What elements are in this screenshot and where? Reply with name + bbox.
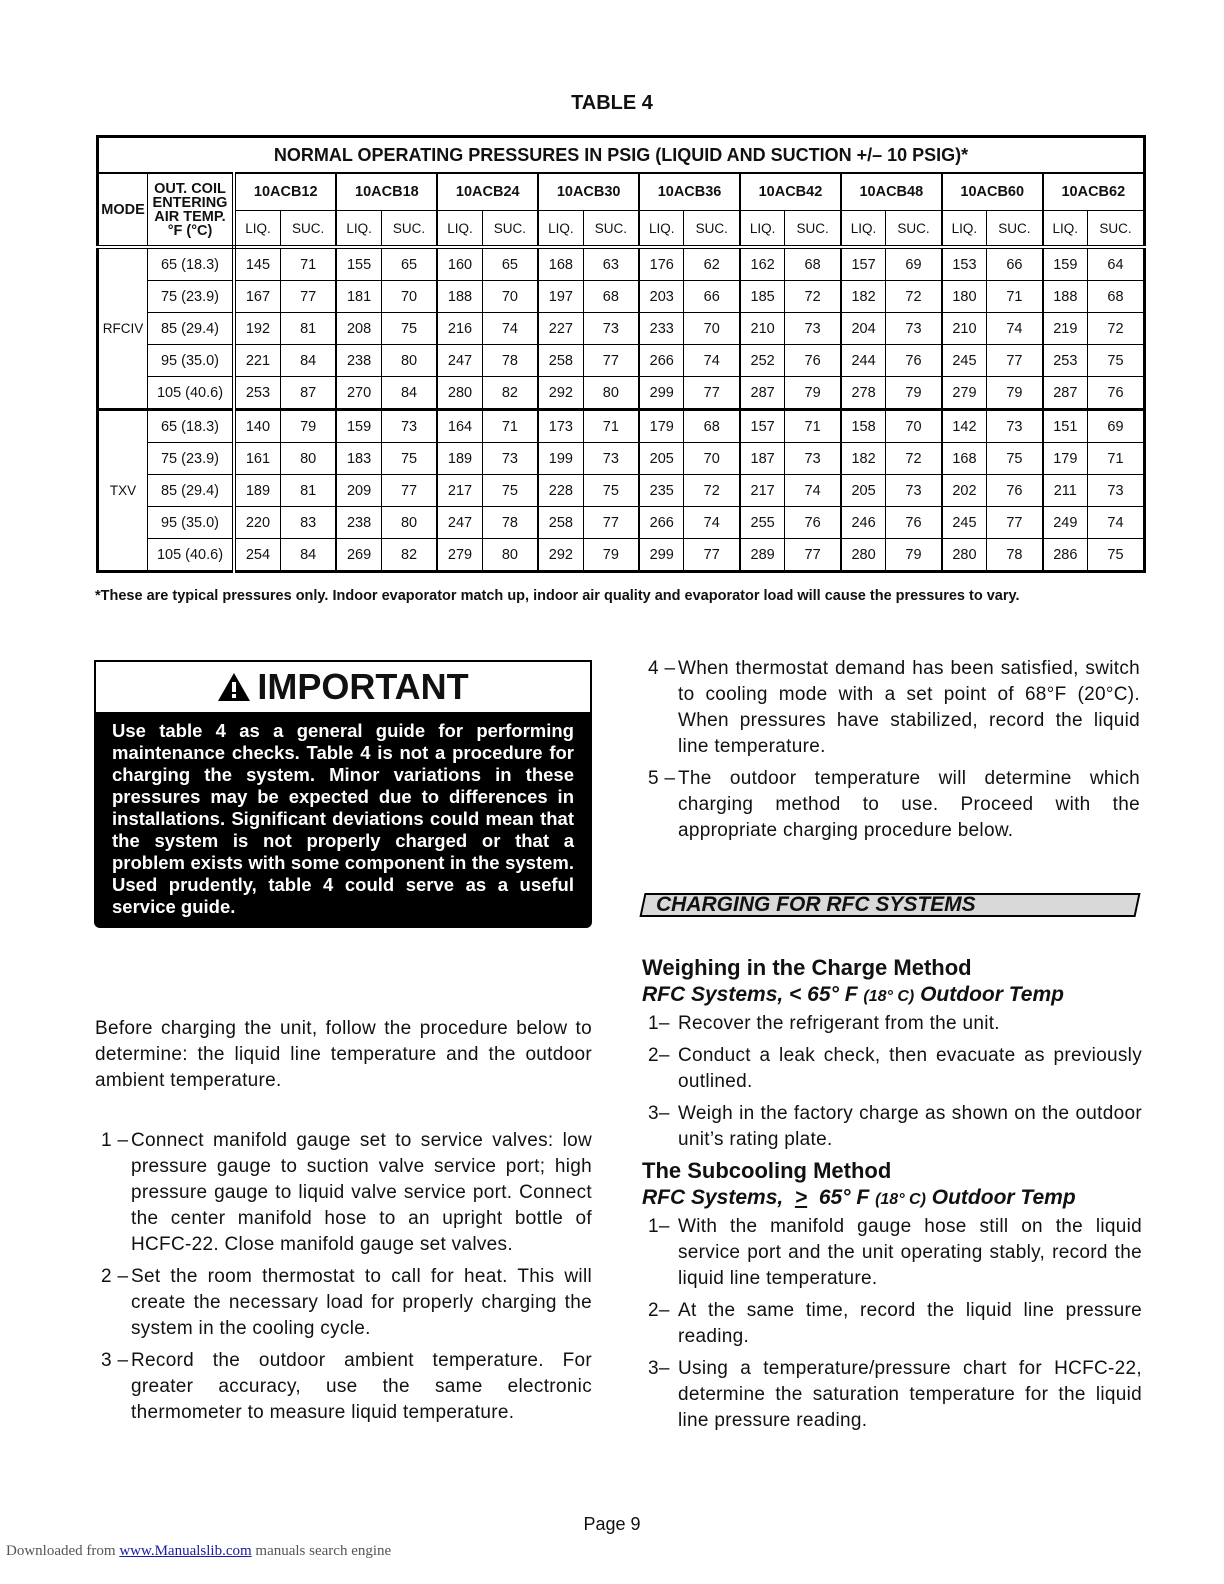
step-number: 1 –	[101, 1130, 129, 1151]
suction-value: 75	[381, 443, 437, 475]
suction-value: 74	[987, 313, 1043, 345]
liquid-value: 279	[942, 377, 987, 410]
liquid-value: 220	[234, 507, 280, 539]
suction-value: 70	[381, 281, 437, 313]
temp-header	[148, 173, 235, 247]
liquid-value: 280	[841, 539, 886, 572]
suction-value: 75	[987, 443, 1043, 475]
liquid-value: 280	[942, 539, 987, 572]
model-header: 10ACB18	[336, 173, 437, 211]
liq-header: LIQ.	[1043, 211, 1088, 248]
suction-value: 68	[785, 247, 841, 281]
step-number: 2–	[648, 1045, 670, 1066]
step-number: 3–	[648, 1358, 670, 1379]
liquid-value: 202	[942, 475, 987, 507]
table-row	[98, 377, 1145, 410]
temp-cell: 95 (35.0)	[148, 507, 235, 539]
list-item	[95, 1128, 592, 1258]
suction-value: 82	[381, 539, 437, 572]
suction-value: 73	[1087, 475, 1144, 507]
step-number: 4 –	[648, 658, 676, 679]
liq-header: LIQ.	[942, 211, 987, 248]
liquid-value: 233	[639, 313, 684, 345]
liquid-value: 244	[841, 345, 886, 377]
liquid-value: 188	[437, 281, 482, 313]
liquid-value: 140	[234, 410, 280, 443]
step-number: 2–	[648, 1300, 670, 1321]
table-footnote: *These are typical pressures only. Indoor evaporator match up, indoor air quality and evaporator load will cause the pressures to vary.	[95, 588, 1020, 604]
pressure-table	[96, 135, 1146, 573]
suction-value: 73	[886, 475, 942, 507]
suction-value: 76	[785, 507, 841, 539]
suction-value: 77	[684, 377, 740, 410]
suction-value: 70	[886, 410, 942, 443]
liquid-value: 199	[538, 443, 583, 475]
liquid-value: 157	[740, 410, 785, 443]
step-number: 1–	[648, 1013, 670, 1034]
liquid-value: 254	[234, 539, 280, 572]
suction-value: 73	[583, 443, 639, 475]
weighing-title: Weighing in the Charge Method	[642, 955, 972, 980]
suction-value: 76	[886, 345, 942, 377]
liquid-value: 258	[538, 345, 583, 377]
liquid-value: 160	[437, 247, 482, 281]
liquid-value: 210	[740, 313, 785, 345]
suction-value: 80	[280, 443, 336, 475]
suction-value: 72	[886, 443, 942, 475]
liquid-value: 211	[1043, 475, 1088, 507]
list-item	[642, 656, 1140, 760]
suction-value: 64	[1087, 247, 1144, 281]
liquid-value: 299	[639, 377, 684, 410]
suction-value: 77	[583, 345, 639, 377]
liquid-value: 157	[841, 247, 886, 281]
table-row	[98, 507, 1145, 539]
step-text: When thermostat demand has been satisfied, switch to cooling mode with a set point of 68°F (20°C). When pressures have stabilized, record the liquid line temperature.	[678, 658, 1140, 757]
liquid-value: 153	[942, 247, 987, 281]
suction-value: 80	[583, 377, 639, 410]
liquid-value: 278	[841, 377, 886, 410]
liquid-value: 187	[740, 443, 785, 475]
temp-header-line: AIR TEMP.	[154, 208, 226, 225]
step-number: 5 –	[648, 768, 676, 789]
liquid-value: 287	[740, 377, 785, 410]
procedure-steps-right	[642, 656, 1140, 850]
temp-cell: 65 (18.3)	[148, 247, 235, 281]
suction-value: 80	[482, 539, 538, 572]
liquid-value: 142	[942, 410, 987, 443]
suction-value: 77	[987, 345, 1043, 377]
suc-header: SUC.	[280, 211, 336, 248]
suction-value: 77	[785, 539, 841, 572]
liquid-value: 227	[538, 313, 583, 345]
suction-value: 72	[684, 475, 740, 507]
suction-value: 77	[987, 507, 1043, 539]
suction-value: 80	[381, 507, 437, 539]
subcooling-steps	[642, 1214, 1142, 1434]
suction-value: 73	[785, 313, 841, 345]
list-item	[642, 1298, 1142, 1350]
suc-header: SUC.	[987, 211, 1043, 248]
weighing-steps	[642, 1011, 1142, 1153]
liquid-value: 258	[538, 507, 583, 539]
suction-value: 79	[886, 539, 942, 572]
suc-header: SUC.	[684, 211, 740, 248]
liquid-value: 209	[336, 475, 381, 507]
liquid-value: 192	[234, 313, 280, 345]
temp-cell: 95 (35.0)	[148, 345, 235, 377]
table-row	[98, 410, 1145, 443]
suction-value: 72	[886, 281, 942, 313]
model-header: 10ACB42	[740, 173, 841, 211]
suction-value: 73	[381, 410, 437, 443]
weighing-subtitle: RFC Systems, < 65° F (18° C) Outdoor Temp	[642, 983, 1064, 1006]
suction-value: 75	[482, 475, 538, 507]
liquid-value: 164	[437, 410, 482, 443]
liquid-value: 181	[336, 281, 381, 313]
suction-value: 63	[583, 247, 639, 281]
liquid-value: 204	[841, 313, 886, 345]
suction-value: 77	[583, 507, 639, 539]
liquid-value: 168	[942, 443, 987, 475]
suction-value: 76	[886, 507, 942, 539]
suction-value: 81	[280, 313, 336, 345]
suction-value: 71	[280, 247, 336, 281]
procedure-steps-left	[95, 1128, 592, 1432]
suction-value: 76	[987, 475, 1043, 507]
suction-value: 79	[785, 377, 841, 410]
suction-value: 66	[684, 281, 740, 313]
liq-header: LIQ.	[740, 211, 785, 248]
subcooling-title: The Subcooling Method	[642, 1158, 892, 1183]
liquid-value: 246	[841, 507, 886, 539]
suction-value: 62	[684, 247, 740, 281]
liquid-value: 299	[639, 539, 684, 572]
liquid-value: 287	[1043, 377, 1088, 410]
liquid-value: 161	[234, 443, 280, 475]
table-row	[98, 443, 1145, 475]
liquid-value: 286	[1043, 539, 1088, 572]
liq-header: LIQ.	[841, 211, 886, 248]
suction-value: 70	[482, 281, 538, 313]
suction-value: 73	[482, 443, 538, 475]
suction-value: 76	[785, 345, 841, 377]
suction-value: 74	[1087, 507, 1144, 539]
model-header: 10ACB60	[942, 173, 1043, 211]
table-row	[98, 313, 1145, 345]
suction-value: 70	[684, 313, 740, 345]
liquid-value: 247	[437, 507, 482, 539]
suction-value: 74	[684, 345, 740, 377]
list-item	[95, 1348, 592, 1426]
suction-value: 71	[987, 281, 1043, 313]
temp-cell: 105 (40.6)	[148, 377, 235, 410]
suction-value: 73	[785, 443, 841, 475]
suction-value: 75	[583, 475, 639, 507]
liq-header: LIQ.	[639, 211, 684, 248]
liquid-value: 266	[639, 507, 684, 539]
step-number: 3–	[648, 1103, 670, 1124]
suction-value: 75	[1087, 539, 1144, 572]
liquid-value: 182	[841, 281, 886, 313]
liquid-value: 168	[538, 247, 583, 281]
liquid-value: 162	[740, 247, 785, 281]
suc-header: SUC.	[482, 211, 538, 248]
suction-value: 79	[987, 377, 1043, 410]
liquid-value: 253	[234, 377, 280, 410]
download-credit: Downloaded from www.Manualslib.com manuals search engine	[6, 1543, 392, 1559]
suction-value: 69	[886, 247, 942, 281]
subcooling-subtitle: RFC Systems, > 65° F (18° C) Outdoor Temp	[642, 1186, 1076, 1209]
liquid-value: 269	[336, 539, 381, 572]
liquid-value: 253	[1043, 345, 1088, 377]
suc-header: SUC.	[381, 211, 437, 248]
temp-cell: 105 (40.6)	[148, 539, 235, 572]
suction-value: 69	[1087, 410, 1144, 443]
suc-header: SUC.	[583, 211, 639, 248]
step-number: 3 –	[101, 1350, 129, 1371]
suction-value: 71	[482, 410, 538, 443]
step-number: 2 –	[101, 1266, 129, 1287]
list-item	[642, 1356, 1142, 1434]
suction-value: 83	[280, 507, 336, 539]
liquid-value: 210	[942, 313, 987, 345]
step-text: Using a temperature/pressure chart for HCFC-22, determine the saturation temperature for the liquid line pressure reading.	[678, 1358, 1142, 1431]
suction-value: 73	[987, 410, 1043, 443]
table-caption: TABLE 4	[571, 92, 653, 114]
liq-header: LIQ.	[336, 211, 381, 248]
model-header: 10ACB12	[234, 173, 336, 211]
section-title: CHARGING FOR RFC SYSTEMS	[656, 893, 976, 916]
liquid-value: 255	[740, 507, 785, 539]
model-header: 10ACB36	[639, 173, 740, 211]
list-item	[642, 1043, 1142, 1095]
suction-value: 74	[684, 507, 740, 539]
liquid-value: 208	[336, 313, 381, 345]
liquid-value: 179	[639, 410, 684, 443]
suction-value: 72	[785, 281, 841, 313]
suction-value: 75	[1087, 345, 1144, 377]
suction-value: 68	[1087, 281, 1144, 313]
model-header: 10ACB62	[1043, 173, 1145, 211]
liq-header: LIQ.	[234, 211, 280, 248]
liquid-value: 216	[437, 313, 482, 345]
liquid-value: 221	[234, 345, 280, 377]
suction-value: 74	[482, 313, 538, 345]
liquid-value: 176	[639, 247, 684, 281]
table-title: NORMAL OPERATING PRESSURES IN PSIG (LIQUID AND SUCTION +/– 10 PSIG)*	[98, 137, 1145, 174]
step-text: Recover the refrigerant from the unit.	[678, 1013, 1000, 1034]
temp-cell: 65 (18.3)	[148, 410, 235, 443]
list-item	[95, 1264, 592, 1342]
step-text: Connect manifold gauge set to service valves: low pressure gauge to suction valve service port; high pressure gauge to liquid valve service port. Connect the center manifold hose to an upright bottle of HCFC-22. Close manifold gauge set valves.	[131, 1130, 592, 1255]
table-row	[98, 281, 1145, 313]
suction-value: 71	[785, 410, 841, 443]
liquid-value: 197	[538, 281, 583, 313]
liquid-value: 167	[234, 281, 280, 313]
subcooling-section	[642, 1158, 1142, 1440]
mode-header: MODE	[98, 173, 148, 247]
page-number: Page 9	[583, 1514, 641, 1534]
liquid-value: 205	[639, 443, 684, 475]
step-number: 1–	[648, 1216, 670, 1237]
liq-header: LIQ.	[538, 211, 583, 248]
temp-cell: 75 (23.9)	[148, 443, 235, 475]
step-text: At the same time, record the liquid line pressure reading.	[678, 1300, 1142, 1347]
step-text: Record the outdoor ambient temperature. For greater accuracy, use the same electronic thermometer to measure liquid temperature.	[131, 1350, 592, 1423]
liquid-value: 180	[942, 281, 987, 313]
weighing-section	[642, 955, 1142, 1159]
temp-header-line: °F (°C)	[167, 222, 213, 239]
suction-value: 68	[684, 410, 740, 443]
suction-value: 84	[280, 345, 336, 377]
mode-cell: TXV	[98, 410, 148, 572]
liquid-value: 155	[336, 247, 381, 281]
step-text: The outdoor temperature will determine which charging method to use. Proceed with the appropriate charging procedure below.	[678, 768, 1140, 841]
important-body: Use table 4 as a general guide for performing maintenance checks. Table 4 is not a procedure for charging the system. Minor variations in these pressures may be expected due to differences in installations. Significant deviations could mean that the system is not properly charged or that a problem exists with some component in the system. Used prudently, table 4 could serve as a useful service guide.	[94, 712, 592, 928]
suction-value: 70	[684, 443, 740, 475]
liquid-value: 292	[538, 539, 583, 572]
suction-value: 65	[482, 247, 538, 281]
list-item	[642, 1011, 1142, 1037]
suction-value: 73	[886, 313, 942, 345]
liquid-value: 158	[841, 410, 886, 443]
suction-value: 77	[684, 539, 740, 572]
liquid-value: 159	[336, 410, 381, 443]
manualslib-link[interactable]: www.Manualslib.com	[119, 1543, 252, 1559]
liquid-value: 266	[639, 345, 684, 377]
liquid-value: 249	[1043, 507, 1088, 539]
important-notice	[94, 660, 592, 930]
liquid-value: 189	[234, 475, 280, 507]
liquid-value: 245	[942, 507, 987, 539]
liquid-value: 188	[1043, 281, 1088, 313]
temp-header-line: ENTERING	[152, 194, 228, 211]
suction-value: 82	[482, 377, 538, 410]
model-header: 10ACB48	[841, 173, 942, 211]
liq-header: LIQ.	[437, 211, 482, 248]
suction-value: 84	[280, 539, 336, 572]
list-item	[642, 1214, 1142, 1292]
liquid-value: 238	[336, 507, 381, 539]
suction-value: 72	[1087, 313, 1144, 345]
intro-paragraph: Before charging the unit, follow the procedure below to determine: the liquid line temperature and the outdoor ambient temperature.	[95, 1018, 592, 1091]
liquid-value: 217	[740, 475, 785, 507]
suc-header: SUC.	[1087, 211, 1144, 248]
liquid-value: 219	[1043, 313, 1088, 345]
liquid-value: 252	[740, 345, 785, 377]
table-row	[98, 539, 1145, 572]
liquid-value: 280	[437, 377, 482, 410]
suction-value: 77	[280, 281, 336, 313]
mode-cell: RFCIV	[98, 247, 148, 410]
liquid-value: 185	[740, 281, 785, 313]
step-text: Set the room thermostat to call for heat. This will create the necessary load for properly charging the system in the cooling cycle.	[131, 1266, 592, 1339]
table-row	[98, 247, 1145, 281]
liquid-value: 270	[336, 377, 381, 410]
list-item	[642, 1101, 1142, 1153]
suction-value: 76	[1087, 377, 1144, 410]
temp-cell: 85 (29.4)	[148, 313, 235, 345]
suc-header: SUC.	[886, 211, 942, 248]
suc-header: SUC.	[785, 211, 841, 248]
liquid-value: 189	[437, 443, 482, 475]
liquid-value: 279	[437, 539, 482, 572]
suction-value: 74	[785, 475, 841, 507]
list-item	[642, 766, 1140, 844]
suction-value: 78	[482, 507, 538, 539]
suction-value: 79	[280, 410, 336, 443]
temp-cell: 75 (23.9)	[148, 281, 235, 313]
step-text: Weigh in the factory charge as shown on the outdoor unit’s rating plate.	[678, 1103, 1142, 1150]
liquid-value: 183	[336, 443, 381, 475]
table-row	[98, 345, 1145, 377]
suction-value: 78	[482, 345, 538, 377]
liquid-value: 179	[1043, 443, 1088, 475]
suction-value: 77	[381, 475, 437, 507]
suction-value: 75	[381, 313, 437, 345]
model-header: 10ACB30	[538, 173, 639, 211]
warning-icon	[217, 672, 251, 702]
suction-value: 68	[583, 281, 639, 313]
suction-value: 80	[381, 345, 437, 377]
temp-header-line: OUT. COIL	[154, 180, 226, 197]
temp-cell: 85 (29.4)	[148, 475, 235, 507]
liquid-value: 228	[538, 475, 583, 507]
suction-value: 78	[987, 539, 1043, 572]
liquid-value: 145	[234, 247, 280, 281]
suction-value: 66	[987, 247, 1043, 281]
suction-value: 84	[381, 377, 437, 410]
suction-value: 71	[1087, 443, 1144, 475]
suction-value: 73	[583, 313, 639, 345]
liquid-value: 173	[538, 410, 583, 443]
suction-value: 79	[886, 377, 942, 410]
step-text: Conduct a leak check, then evacuate as previously outlined.	[678, 1045, 1142, 1092]
liquid-value: 182	[841, 443, 886, 475]
important-heading: IMPORTANT	[257, 666, 469, 707]
liquid-value: 245	[942, 345, 987, 377]
liquid-value: 203	[639, 281, 684, 313]
liquid-value: 238	[336, 345, 381, 377]
suction-value: 71	[583, 410, 639, 443]
model-header: 10ACB24	[437, 173, 538, 211]
suction-value: 81	[280, 475, 336, 507]
section-header-charging	[642, 893, 1138, 917]
liquid-value: 217	[437, 475, 482, 507]
step-text: With the manifold gauge hose still on the liquid service port and the unit operating stably, record the liquid line temperature.	[678, 1216, 1142, 1289]
liquid-value: 292	[538, 377, 583, 410]
liquid-value: 247	[437, 345, 482, 377]
suction-value: 65	[381, 247, 437, 281]
liquid-value: 289	[740, 539, 785, 572]
suction-value: 79	[583, 539, 639, 572]
table-row	[98, 475, 1145, 507]
suction-value: 87	[280, 377, 336, 410]
liquid-value: 235	[639, 475, 684, 507]
liquid-value: 159	[1043, 247, 1088, 281]
liquid-value: 151	[1043, 410, 1088, 443]
liquid-value: 205	[841, 475, 886, 507]
